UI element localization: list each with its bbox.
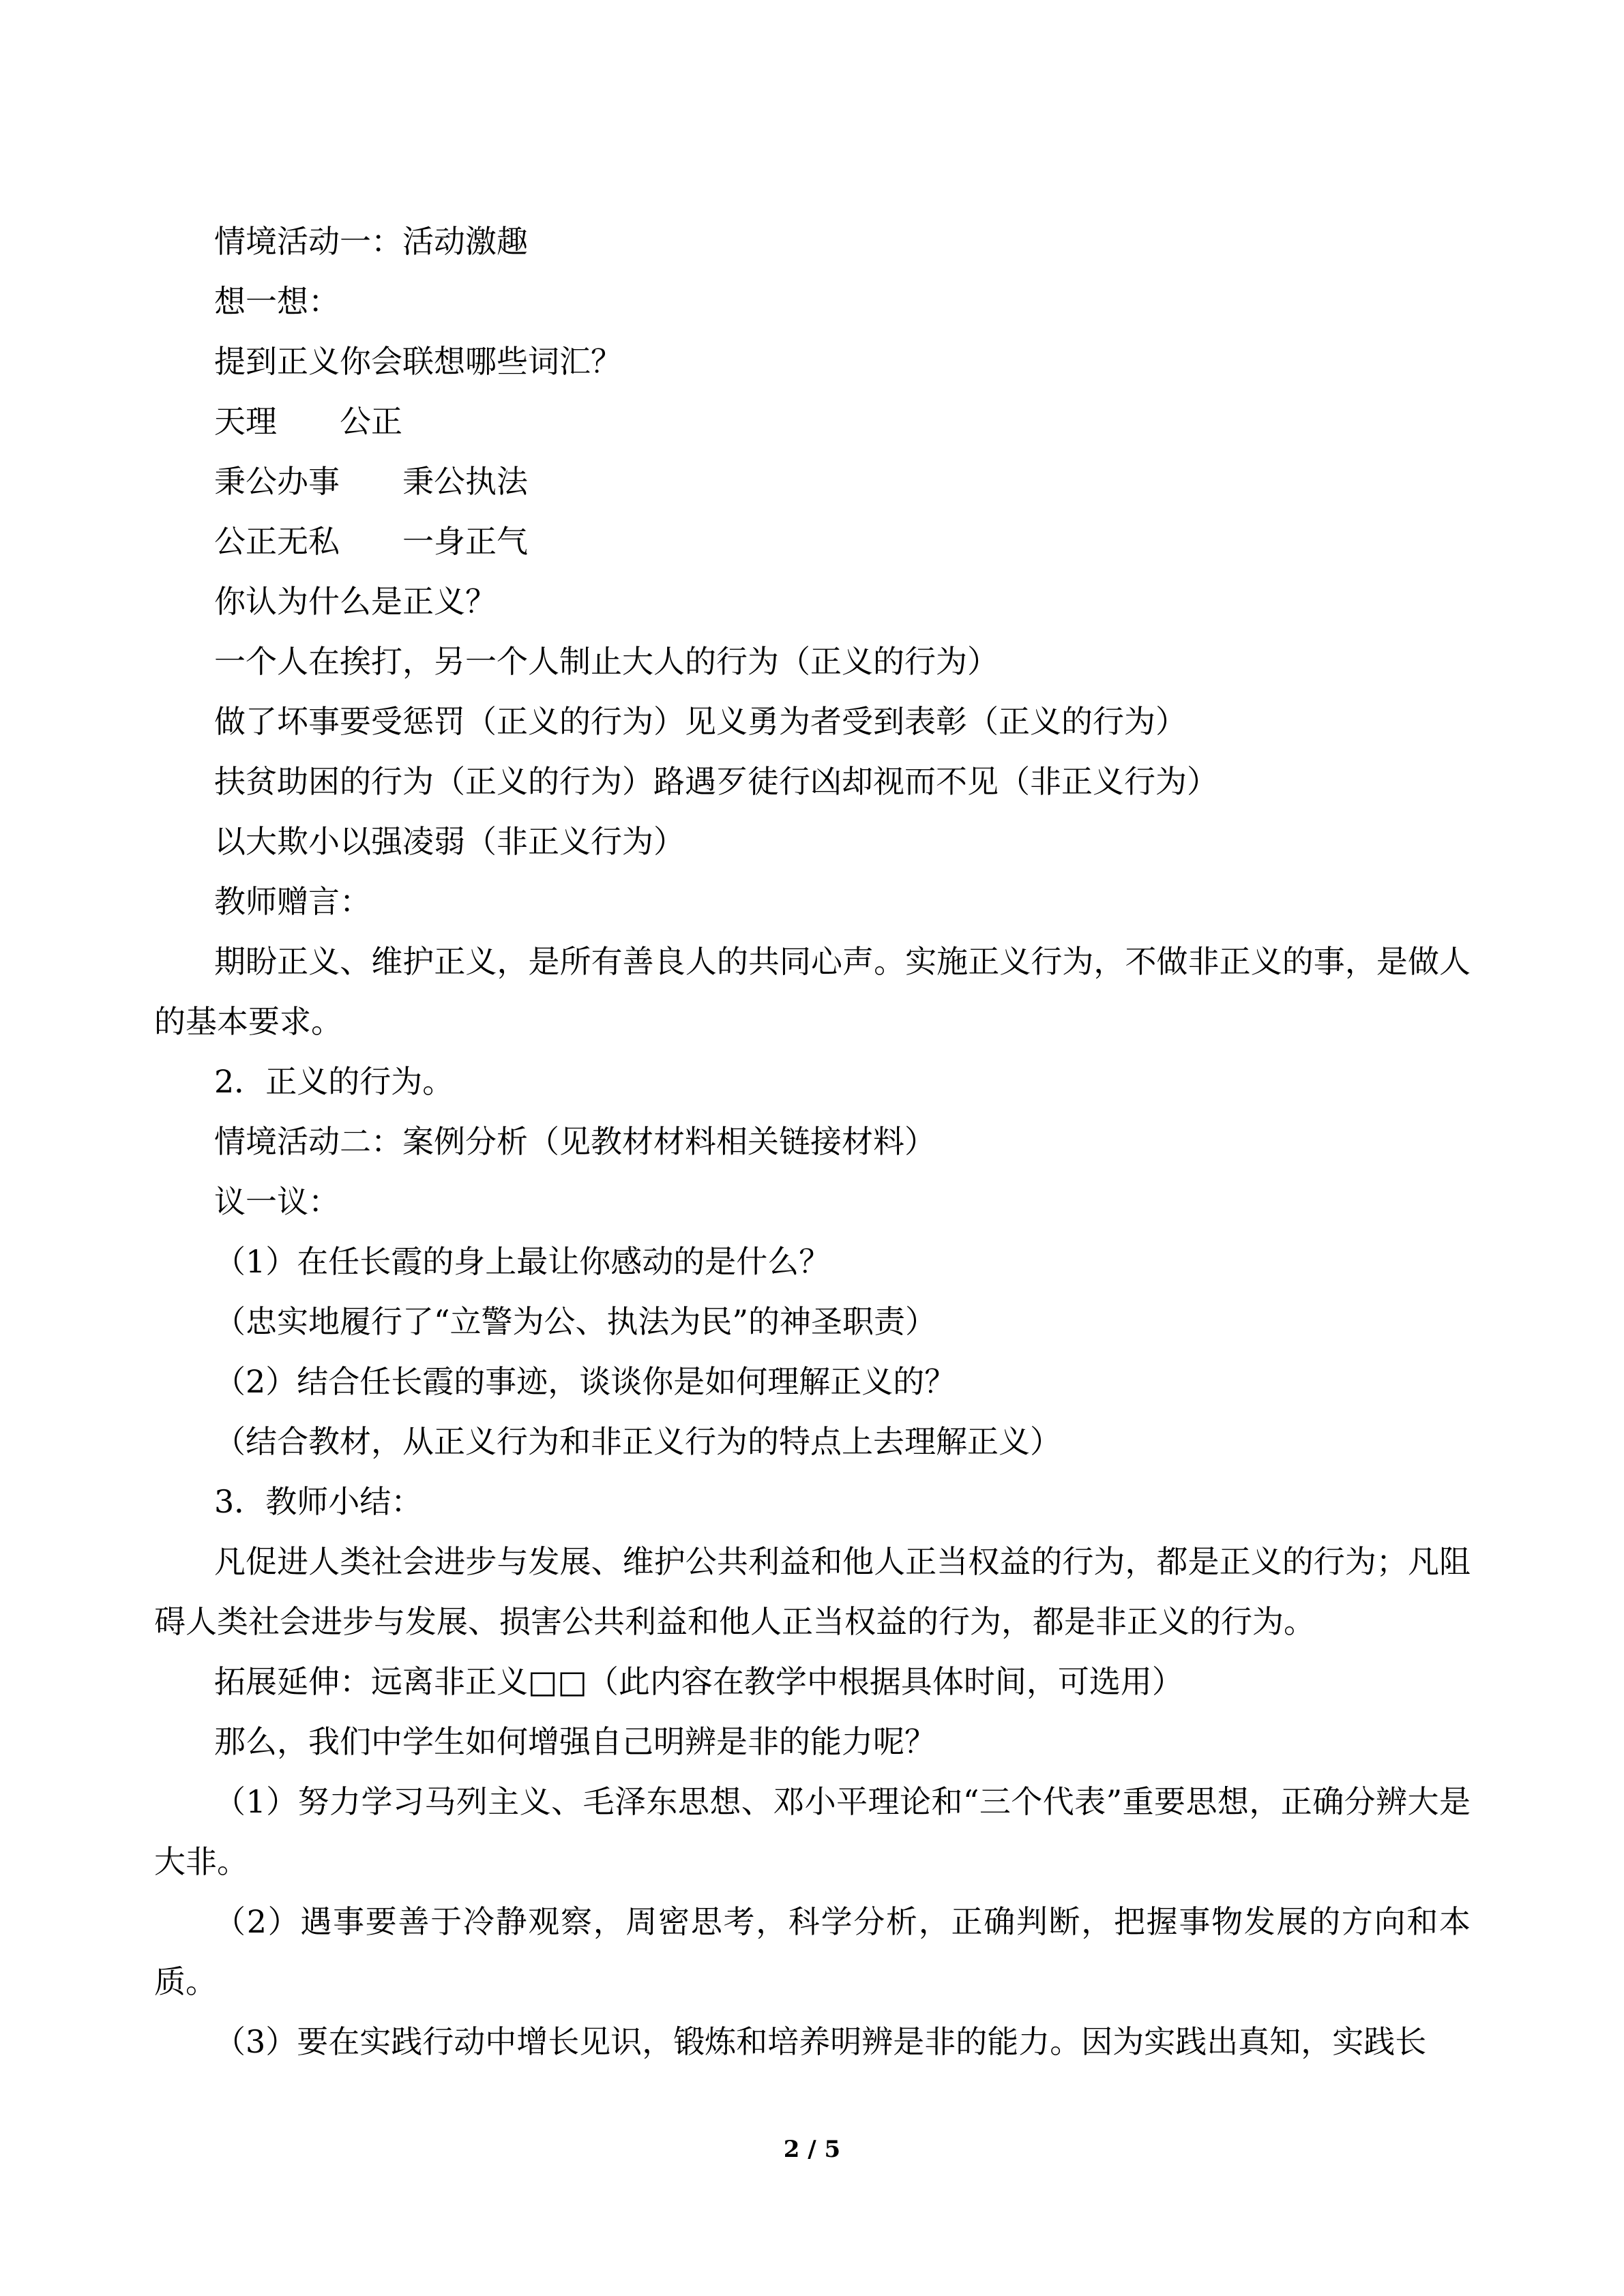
paragraph: 你认为什么是正义？: [214, 583, 497, 620]
paragraph: （1）努力学习马列主义、毛泽东思想、邓小平理论和“三个代表”重要思想，正确分辨大是大非。: [154, 1783, 1471, 1880]
paragraph: （2）遇事要善于冷静观察，周密思考，科学分析，正确判断，把握事物发展的方向和本质。: [154, 1903, 1471, 2000]
paragraph: 秉公办事 秉公执法: [214, 463, 528, 500]
paragraph: 做了坏事要受惩罚（正义的行为）见义勇为者受到表彰（正义的行为）: [214, 703, 1187, 740]
document-body: [154, 211, 1471, 2072]
paragraph: （2）结合任长霞的事迹，谈谈你是如何理解正义的？: [214, 1363, 956, 1400]
paragraph: 那么，我们中学生如何增强自己明辨是非的能力呢？: [214, 1723, 936, 1760]
paragraph: 教师赠言：: [214, 883, 371, 920]
paragraph: 情境活动二：案例分析（见教材材料相关链接材料）: [214, 1123, 936, 1160]
paragraph: 期盼正义、维护正义，是所有善良人的共同心声。实施正义行为，不做非正义的事，是做人的基本要求。: [154, 943, 1471, 1040]
paragraph: （结合教材，从正义行为和非正义行为的特点上去理解正义）: [214, 1423, 1061, 1460]
paragraph: 3．教师小结：: [214, 1483, 423, 1520]
page-number: 2 / 5: [783, 2136, 841, 2163]
paragraph: 天理 公正: [214, 403, 402, 440]
paragraph: 扶贫助困的行为（正义的行为）路遇歹徒行凶却视而不见（非正义行为）: [214, 763, 1218, 800]
paragraph: 提到正义你会联想哪些词汇？: [214, 343, 622, 380]
paragraph: 以大欺小以强凌弱（非正义行为）: [214, 823, 685, 860]
paragraph: 情境活动一：活动激趣: [214, 223, 528, 260]
paragraph: 拓展延伸：远离非正义□□（此内容在教学中根据具体时间，可选用）: [214, 1663, 1183, 1700]
paragraph: （3）要在实践行动中增长见识，锻炼和培养明辨是非的能力。因为实践出真知，实践长: [214, 2023, 1427, 2060]
paragraph: 凡促进人类社会进步与发展、维护公共利益和他人正当权益的行为，都是正义的行为；凡阻碍人类社会进步与发展、损害公共利益和他人正当权益的行为，都是非正义的行为。: [154, 1543, 1471, 1640]
paragraph: 2．正义的行为。: [214, 1063, 454, 1100]
paragraph: 公正无私 一身正气: [214, 523, 528, 560]
paragraph: 一个人在挨打，另一个人制止大人的行为（正义的行为）: [214, 643, 999, 680]
paragraph: 想一想：: [214, 283, 340, 320]
paragraph: （忠实地履行了“立警为公、执法为民”的神圣职责）: [214, 1303, 937, 1340]
paragraph: 议一议：: [214, 1183, 340, 1220]
paragraph: （1）在任长霞的身上最让你感动的是什么？: [214, 1243, 831, 1280]
